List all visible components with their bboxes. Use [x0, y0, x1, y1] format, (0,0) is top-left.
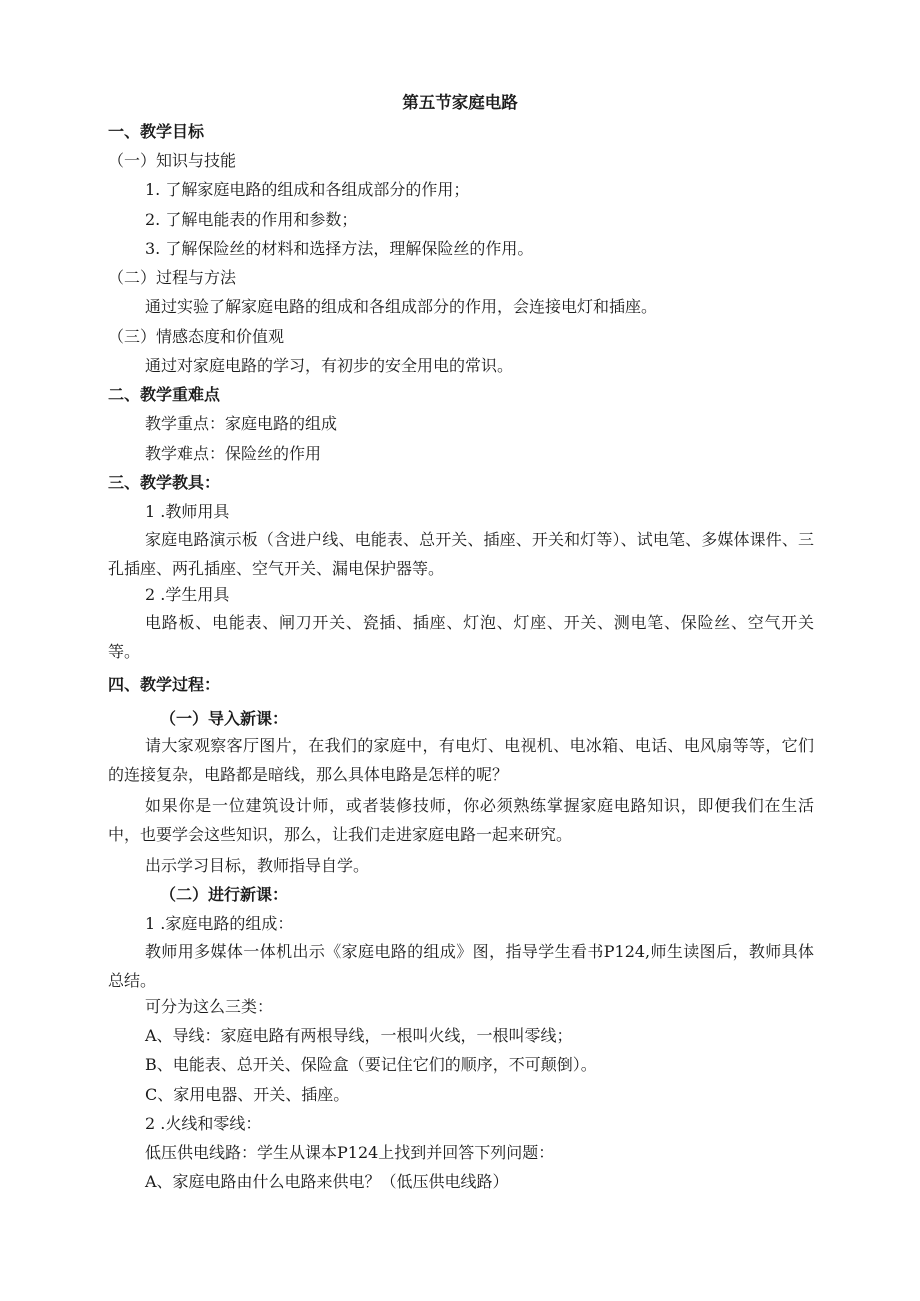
paragraph: 可分为这么三类：	[145, 997, 274, 1016]
key-point: 教学重点：家庭电路的组成	[145, 414, 338, 433]
paragraph: 出示学习目标，教师指导自学。	[145, 856, 370, 875]
page-title: 第五节家庭电路	[402, 93, 518, 112]
difficult-point: 教学难点：保险丝的作用	[145, 444, 322, 463]
paragraph: 低压供电线路：学生从课本P124上找到并回答下列问题：	[145, 1143, 555, 1162]
item-heading: 1 .家庭电路的组成：	[145, 914, 294, 933]
section-heading-key-points: 二、教学重难点	[108, 385, 221, 404]
paragraph: 教师用多媒体一体机出示《家庭电路的组成》图，指导学生看书P124,师生读图后，教师具体总结。	[108, 942, 814, 990]
subsection-heading-new-lesson: （二）进行新课：	[160, 885, 289, 904]
student-tools-heading: 2 .学生用具	[145, 585, 230, 604]
section-heading-tools: 三、教学教具：	[108, 473, 221, 492]
paragraph: 请大家观察客厅图片，在我们的家庭中，有电灯、电视机、电冰箱、电话、电风扇等等，它们的连接复杂，电路都是暗线，那么具体电路是怎样的呢？	[108, 736, 814, 784]
teacher-tools-heading: 1 .教师用具	[145, 502, 230, 521]
list-item: 3. 了解保险丝的材料和选择方法，理解保险丝的作用。	[145, 239, 534, 258]
list-item: A、导线：家庭电路有两根导线，一根叫火线，一根叫零线；	[145, 1026, 573, 1045]
subsection-heading-intro: （一）导入新课：	[160, 709, 289, 728]
paragraph: 如果你是一位建筑设计师，或者装修技师，你必须熟练掌握家庭电路知识，即便我们在生活中，也要学会这些知识，那么，让我们走进家庭电路一起来研究。	[108, 796, 814, 844]
list-item: A、家庭电路由什么电路来供电？（低压供电线路）	[145, 1172, 509, 1191]
list-item: B、电能表、总开关、保险盒（要记住它们的顺序，不可颠倒）。	[145, 1055, 597, 1074]
list-item: C、家用电器、开关、插座。	[145, 1085, 350, 1104]
section-heading-objectives: 一、教学目标	[108, 122, 205, 141]
section-heading-process: 四、教学过程：	[108, 675, 221, 694]
item-heading: 2 .火线和零线：	[145, 1114, 262, 1133]
student-tools-text: 电路板、电能表、闸刀开关、瓷插、插座、灯泡、灯座、开关、测电笔、保险丝、空气开关等。	[108, 613, 814, 661]
list-item: 2. 了解电能表的作用和参数；	[145, 210, 358, 229]
subsection-heading-knowledge: （一）知识与技能	[108, 151, 237, 170]
teacher-tools-text: 家庭电路演示板（含进户线、电能表、总开关、插座、开关和灯等）、试电笔、多媒体课件、三孔插座、两孔插座、空气开关、漏电保护器等。	[108, 530, 814, 578]
list-item: 1. 了解家庭电路的组成和各组成部分的作用；	[145, 180, 470, 199]
paragraph: 通过实验了解家庭电路的组成和各组成部分的作用，会连接电灯和插座。	[145, 297, 658, 316]
subsection-heading-method: （二）过程与方法	[108, 268, 237, 287]
subsection-heading-attitude: （三）情感态度和价值观	[108, 327, 285, 346]
paragraph: 通过对家庭电路的学习，有初步的安全用电的常识。	[145, 356, 514, 375]
